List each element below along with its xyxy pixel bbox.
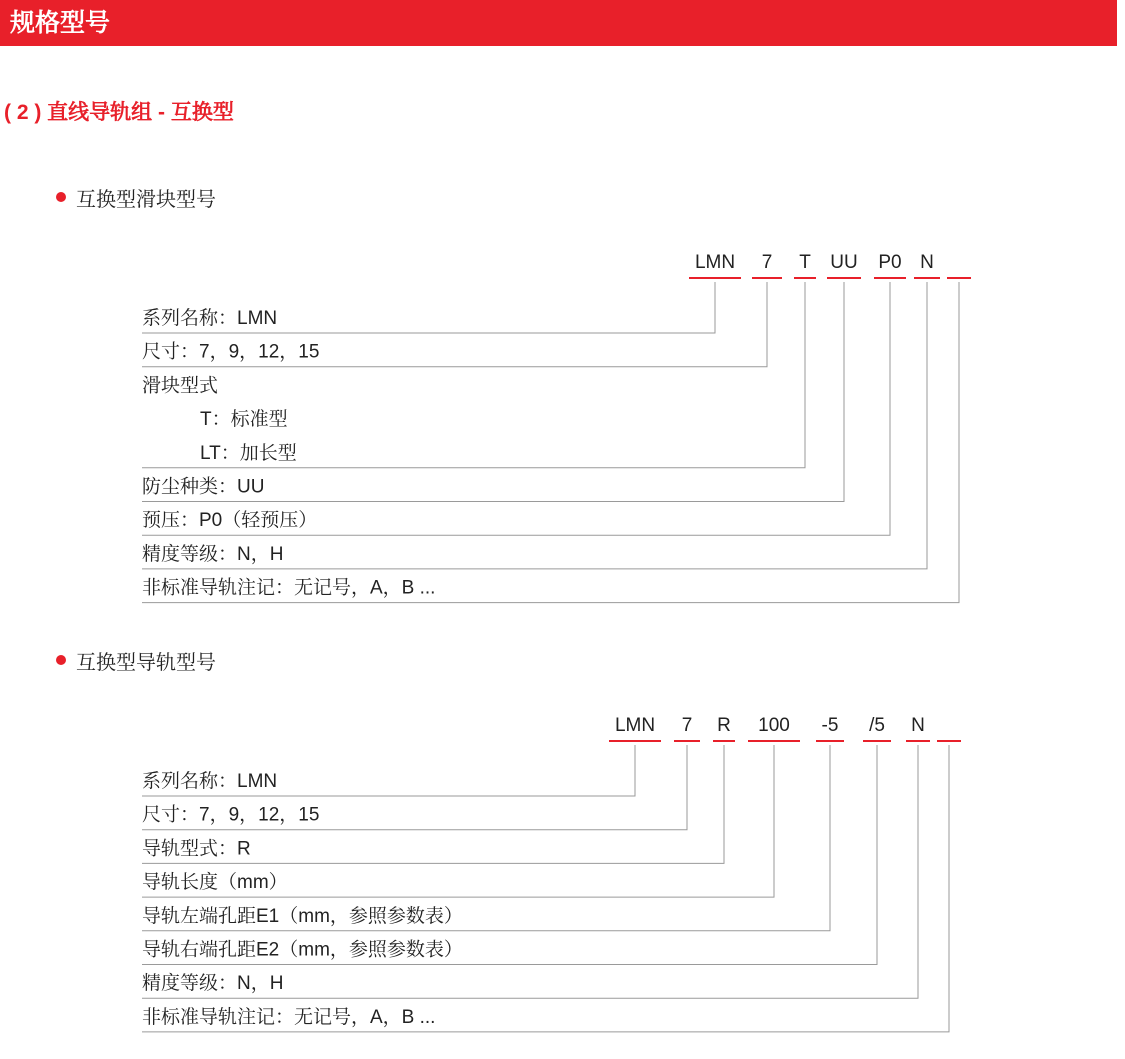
- spec-row-label: 预压：P0（轻预压）: [142, 510, 318, 532]
- spec-row-label: 导轨长度（mm）: [142, 872, 288, 894]
- spec-row-label: 滑块型式: [142, 375, 219, 397]
- spec-row-label: 非标准导轨注记：无记号，A，B ...: [142, 577, 436, 599]
- bullet-dot-icon: [56, 192, 66, 202]
- heading-rail-model: 互换型导轨型号: [76, 651, 216, 674]
- spec-row-label: 导轨型式：R: [142, 838, 251, 860]
- spec-row-label: 系列名称：LMN: [142, 771, 278, 792]
- code-segment-label: UU: [830, 252, 858, 273]
- rail-model-diagram: [0, 703, 1125, 1043]
- spec-row-label: 防尘种类：UU: [142, 476, 265, 498]
- section-title: ( 2 ) 直线导轨组 - 互换型: [4, 101, 234, 124]
- code-segment-label: 7: [761, 252, 773, 273]
- slider-model-diagram: [0, 240, 1125, 615]
- spec-row-label: 非标准导轨注记：无记号，A，B ...: [142, 1006, 436, 1028]
- spec-row-label: 系列名称：LMN: [142, 308, 278, 329]
- page-title: 规格型号: [10, 9, 111, 37]
- bullet-heading-rail: [56, 646, 216, 674]
- spec-row-label: 精度等级：N，H: [142, 973, 284, 995]
- code-segment-label: N: [911, 715, 925, 736]
- spec-row-label: 导轨左端孔距E1（mm，参照参数表）: [142, 905, 463, 927]
- code-segment-label: LMN: [614, 715, 656, 736]
- spec-row-label: 导轨右端孔距E2（mm，参照参数表）: [142, 939, 463, 961]
- code-segment-label: P0: [878, 252, 902, 273]
- heading-slider-model: 互换型滑块型号: [76, 188, 216, 211]
- code-segment-label: N: [920, 252, 934, 273]
- bullet-heading-slider: [56, 183, 216, 211]
- header-bar: [0, 0, 1117, 46]
- spec-row-label: 精度等级：N，H: [142, 543, 284, 565]
- code-segment-label: 100: [758, 715, 790, 736]
- spec-row-label: T：标准型: [200, 409, 288, 431]
- code-segment-label: LMN: [694, 252, 736, 273]
- code-segment-label: 7: [681, 715, 693, 736]
- code-segment-label: R: [717, 715, 731, 736]
- code-segment-label: /5: [869, 715, 885, 736]
- code-segment-label: T: [799, 252, 811, 273]
- spec-row-label: LT：加长型: [200, 442, 297, 464]
- spec-row-label: 尺寸：7，9，12，15: [142, 804, 320, 826]
- code-segment-label: -5: [821, 715, 839, 736]
- bullet-dot-icon: [56, 655, 66, 665]
- spec-row-label: 尺寸：7，9，12，15: [142, 341, 320, 363]
